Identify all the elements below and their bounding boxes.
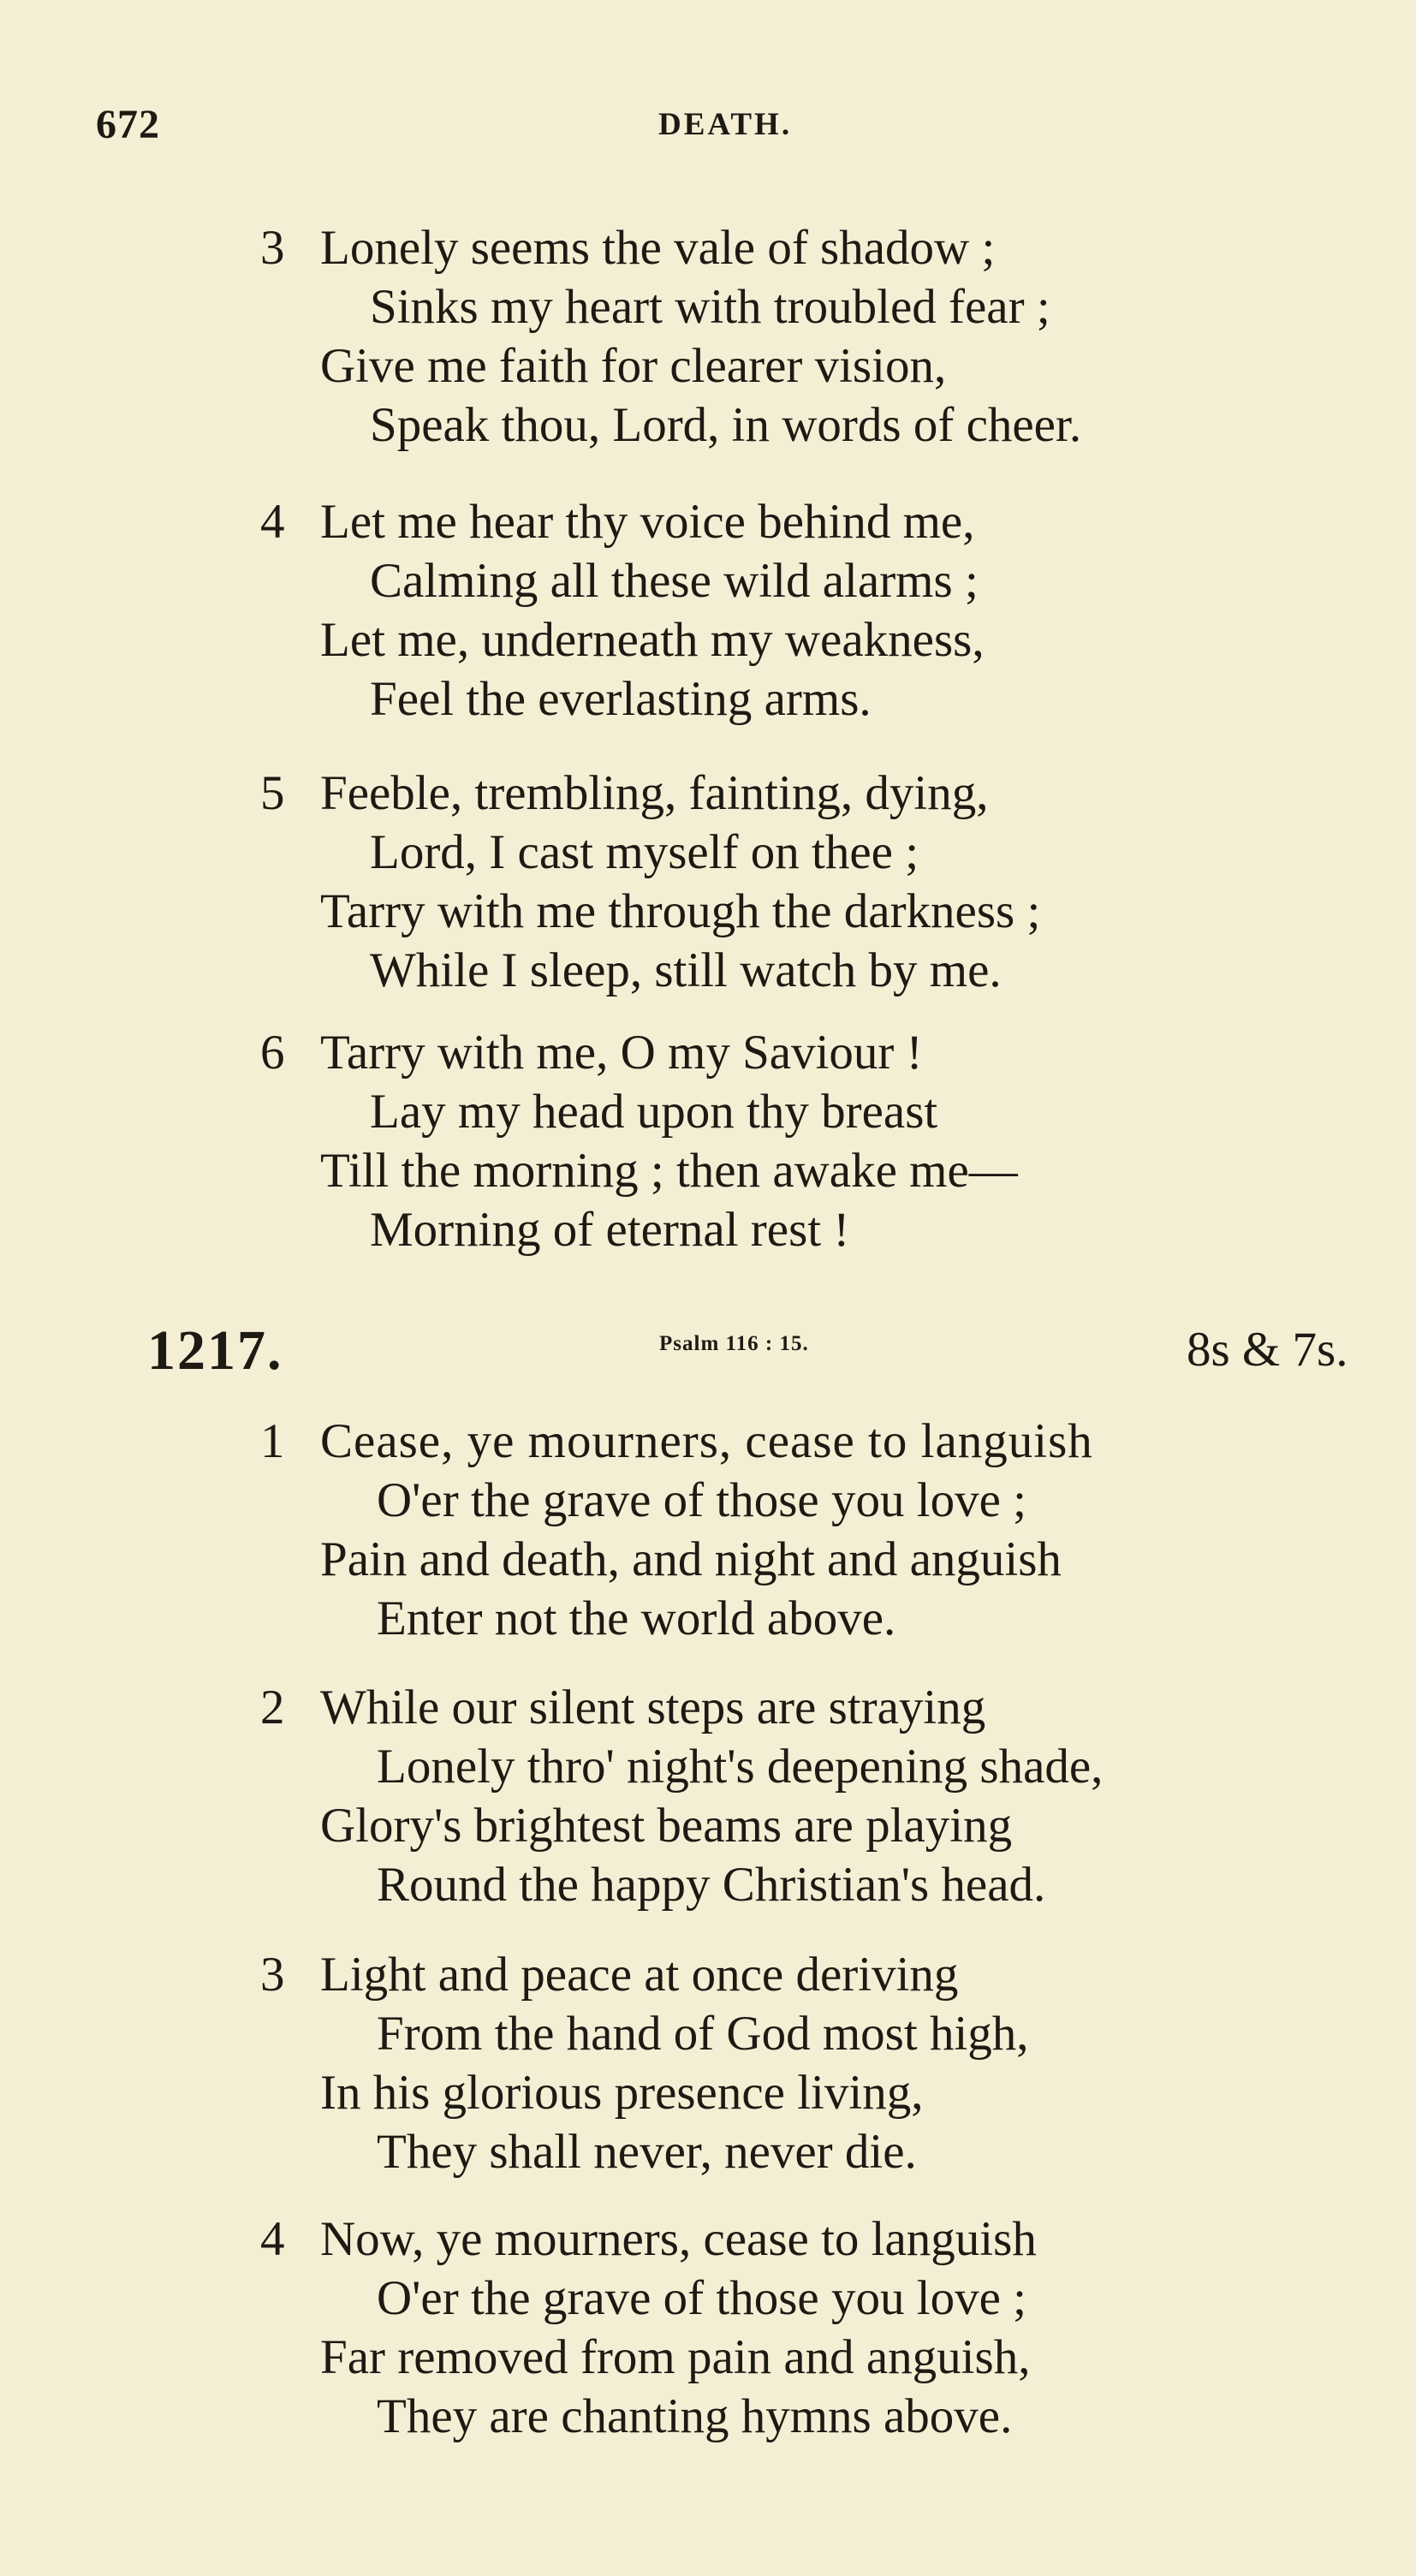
verse-line: Light and peace at once deriving xyxy=(320,1948,959,2002)
verse-line: From the hand of God most high, xyxy=(377,2007,1029,2061)
stanza-number: 3 xyxy=(260,221,285,275)
page-number: 672 xyxy=(96,102,160,147)
stanza-number: 2 xyxy=(260,1681,285,1734)
verse-line: Enter not the world above. xyxy=(377,1591,896,1645)
verse-line: Lord, I cast myself on thee ; xyxy=(370,825,919,879)
verse-line: While I sleep, still watch by me. xyxy=(370,943,1002,997)
verse-line: Glory's brightest beams are playing xyxy=(320,1799,1013,1853)
verse-line: Far removed from pain and anguish, xyxy=(320,2330,1031,2384)
stanza-number: 4 xyxy=(260,2212,285,2266)
stanza-number: 3 xyxy=(260,1948,285,2002)
stanza-number: 1 xyxy=(260,1414,285,1468)
verse-line: O'er the grave of those you love ; xyxy=(377,2271,1026,2325)
stanza-number: 6 xyxy=(260,1026,285,1080)
stanza-number: 4 xyxy=(260,495,285,549)
verse-line: Let me, underneath my weakness, xyxy=(320,613,985,667)
hymn-number: 1217. xyxy=(147,1319,283,1382)
verse-line: In his glorious presence living, xyxy=(320,2066,924,2120)
verse-line: O'er the grave of those you love ; xyxy=(377,1473,1026,1527)
verse-line: Pain and death, and night and anguish xyxy=(320,1532,1062,1586)
verse-line: Round the happy Christian's head. xyxy=(377,1858,1046,1912)
verse-line: Till the morning ; then awake me— xyxy=(320,1144,1018,1198)
verse-line: Speak thou, Lord, in words of cheer. xyxy=(370,398,1082,452)
verse-line: Lonely seems the vale of shadow ; xyxy=(320,221,996,275)
verse-line: Lay my head upon thy breast xyxy=(370,1085,938,1139)
verse-line: Feeble, trembling, fainting, dying, xyxy=(320,766,989,820)
verse-line: Morning of eternal rest ! xyxy=(370,1203,850,1257)
verse-line: Tarry with me through the darkness ; xyxy=(320,884,1041,938)
stanza-number: 5 xyxy=(260,766,285,820)
running-title: DEATH. xyxy=(658,107,793,142)
verse-line: They are chanting hymns above. xyxy=(377,2389,1013,2443)
verse-line: Tarry with me, O my Saviour ! xyxy=(320,1026,923,1080)
verse-line: Now, ye mourners, cease to languish xyxy=(320,2212,1037,2266)
verse-line: Lonely thro' night's deepening shade, xyxy=(377,1740,1104,1794)
verse-line: Sinks my heart with troubled fear ; xyxy=(370,280,1050,334)
verse-line: Feel the everlasting arms. xyxy=(370,672,872,726)
verse-line: Cease, ye mourners, cease to languish xyxy=(320,1414,1093,1468)
scripture-reference: Psalm 116 : 15. xyxy=(659,1332,809,1355)
hymn-meter: 8s & 7s. xyxy=(1187,1323,1348,1377)
verse-line: Give me faith for clearer vision, xyxy=(320,339,947,393)
verse-line: They shall never, never die. xyxy=(377,2125,917,2179)
verse-line: While our silent steps are straying xyxy=(320,1681,986,1734)
verse-line: Calming all these wild alarms ; xyxy=(370,554,979,608)
verse-line: Let me hear thy voice behind me, xyxy=(320,495,975,549)
